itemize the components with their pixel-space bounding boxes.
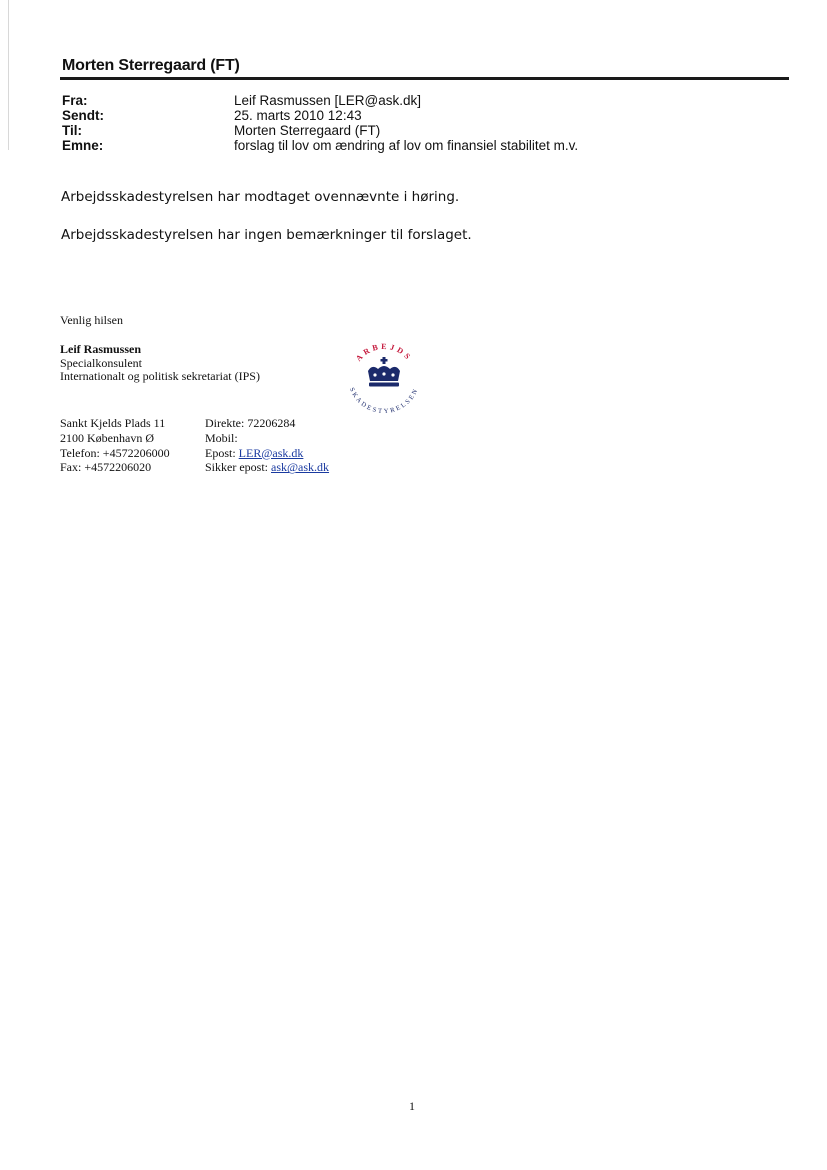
- body-paragraph-1: Arbejdsskadestyrelsen har modtaget ovennævnte i høring.: [61, 189, 460, 205]
- secure-email-label: Sikker epost:: [205, 460, 271, 475]
- subject-value: forslag til lov om ændring af lov om finansiel stabilitet m.v.: [234, 138, 579, 153]
- email-link[interactable]: LER@ask.dk: [238, 445, 304, 460]
- title-rule: [60, 77, 789, 80]
- secure-email-link[interactable]: ask@ask.dk: [271, 460, 330, 475]
- email-header: [62, 93, 578, 153]
- to-row: [62, 123, 578, 138]
- address-line-2: 2100 København Ø: [60, 430, 154, 445]
- phone: Telefon: +4572206000: [60, 445, 170, 460]
- logo-top-text: ARBEJDS: [354, 341, 414, 363]
- page-number: 1: [409, 1099, 415, 1113]
- sent-row: [62, 108, 578, 123]
- email-label: Epost:: [205, 445, 239, 460]
- body-paragraph-2: Arbejdsskadestyrelsen har ingen bemærkninger til forslaget.: [61, 227, 472, 243]
- agency-logo: [342, 337, 426, 421]
- from-label: Fra:: [62, 93, 88, 108]
- address-line-1: Sankt Kjelds Plads 11: [60, 416, 166, 430]
- secure-email-row: [205, 460, 329, 475]
- signer-department: Internationalt og politisk sekretariat (IPS): [60, 369, 260, 383]
- signature-block: [60, 343, 260, 384]
- sent-label: Sendt:: [62, 108, 104, 123]
- contact-block: [205, 416, 329, 475]
- signer-name: Leif Rasmussen: [60, 342, 142, 356]
- address-block: [60, 416, 170, 475]
- crown-icon: [368, 357, 400, 387]
- sent-value: 25. marts 2010 12:43: [234, 108, 362, 123]
- to-label: Til:: [62, 123, 82, 138]
- to-value: Morten Sterregaard (FT): [234, 123, 381, 138]
- mobile: Mobil:: [205, 430, 238, 445]
- signer-position: Specialkonsulent: [60, 355, 142, 370]
- direct-phone: Direkte: 72206284: [205, 416, 296, 430]
- logo-bottom-text: SKADESTYRELSEN: [347, 386, 421, 416]
- email-row: [205, 446, 329, 461]
- subject-label: Emne:: [62, 138, 104, 153]
- from-row: [62, 93, 578, 108]
- fax: Fax: +4572206020: [60, 460, 152, 475]
- scan-edge: [8, 0, 9, 150]
- from-value: Leif Rasmussen [LER@ask.dk]: [234, 93, 422, 108]
- greeting: Venlig hilsen: [60, 313, 123, 327]
- subject-row: [62, 138, 578, 153]
- page-title: Morten Sterregaard (FT): [62, 57, 240, 74]
